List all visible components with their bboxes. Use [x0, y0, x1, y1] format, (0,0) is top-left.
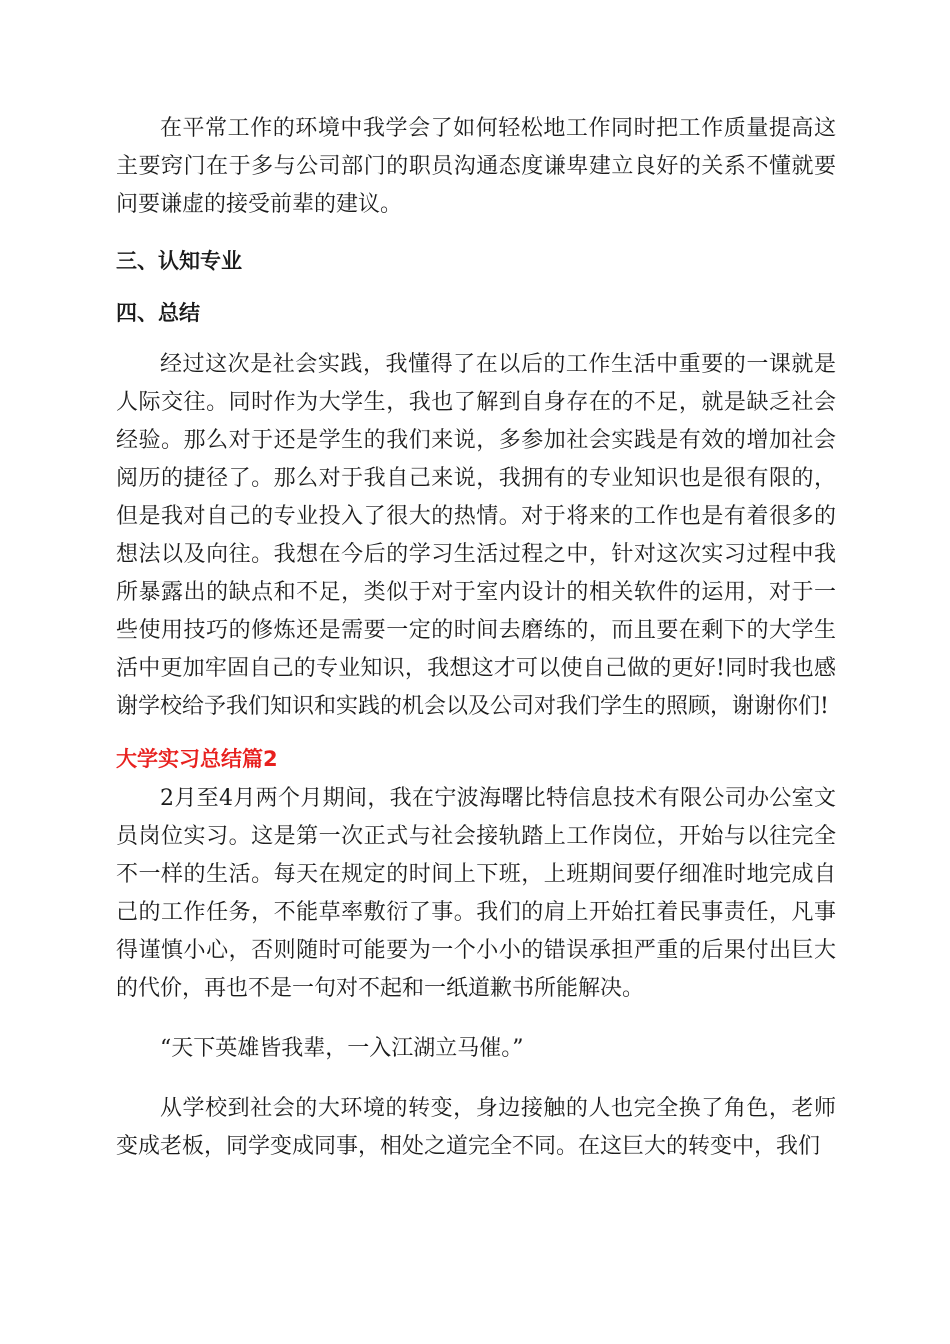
heading-section-3: 三、认知专业 — [116, 249, 242, 273]
heading-section-4: 四、总结 — [116, 301, 200, 325]
paragraph-transition: 从学校到社会的大环境的转变，身边接触的人也完全换了角色，老师变成老板，同学变成同事，相处之道完全不同。在这巨大的转变中，我们 — [116, 1096, 836, 1159]
paragraph-work-environment: 在平常工作的环境中我学会了如何轻松地工作同时把工作质量提高这主要窍门在于多与公司部门的职员沟通态度谦卑建立良好的关系不懂就要问要谦虚的接受前辈的建议。 — [116, 116, 836, 217]
document-page — [116, 110, 836, 1166]
section-title-part-2: 大学实习总结篇2 — [116, 747, 278, 771]
paragraph-internship-intro: 2月至4月两个月期间，我在宁波海曙比特信息技术有限公司办公室文员岗位实习。这是第一次正式与社会接轨踏上工作岗位，开始与以往完全不一样的生活。每天在规定的时间上下班，上班期间要仔细准时地完成自己的工作任务，不能草率敷衍了事。我们的肩上开始扛着民事责任，凡事得谨慎小心，否则随时可能要为一个小小的错误承担严重的后果付出巨大的代价，再也不是一句对不起和一纸道歉书所能解决。 — [116, 786, 836, 1001]
paragraph-summary: 经过这次是社会实践，我懂得了在以后的工作生活中重要的一课就是人际交往。同时作为大学生，我也了解到自身存在的不足，就是缺乏社会经验。那么对于还是学生的我们来说，多参加社会实践是有效的增加社会阅历的捷径了。那么对于我自己来说，我拥有的专业知识也是很有限的，但是我对自己的专业投入了很大的热情。对于将来的工作也是有着很多的想法以及向往。我想在今后的学习生活过程之中，针对这次实习过程中我所暴露出的缺点和不足，类似于对于室内设计的相关软件的运用，对于一些使用技巧的修炼还是需要一定的时间去磨练的，而且要在剩下的大学生活中更加牢固自己的专业知识，我想这才可以使自己做的更好!同时我也感谢学校给予我们知识和实践的机会以及公司对我们学生的照顾，谢谢你们! — [116, 352, 836, 719]
paragraph-quote: “天下英雄皆我辈，一入江湖立马催。” — [160, 1036, 524, 1061]
